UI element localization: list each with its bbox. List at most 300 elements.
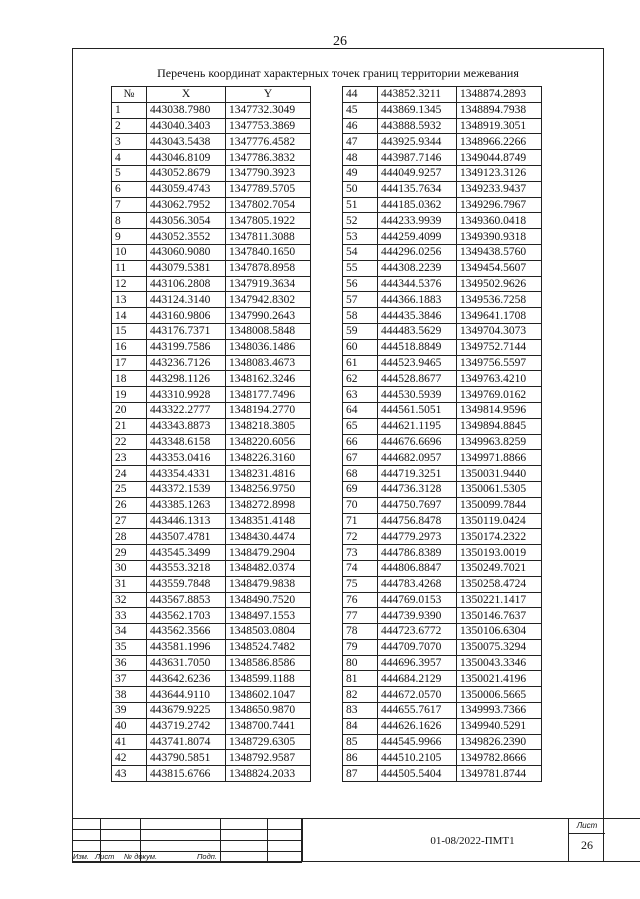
- coord-y: 1348479.9838: [226, 576, 311, 592]
- coord-y: 1348083.4673: [226, 355, 311, 371]
- table-row: [112, 529, 311, 545]
- point-number: 65: [343, 418, 378, 434]
- coord-x: 443545.3499: [147, 545, 226, 561]
- coord-y: 1348482.0374: [226, 560, 311, 576]
- point-number: 10: [112, 244, 147, 260]
- coord-y: 1347840.1650: [226, 244, 311, 260]
- table-row: [112, 481, 311, 497]
- point-number: 43: [112, 766, 147, 782]
- coord-y: 1350174.2322: [457, 529, 542, 545]
- coord-y: 1350043.3346: [457, 655, 542, 671]
- coord-x: 443059.4743: [147, 181, 226, 197]
- coord-x: 444233.9939: [378, 213, 457, 229]
- table-row: [112, 165, 311, 181]
- coord-y: 1348497.1553: [226, 608, 311, 624]
- table-row: [343, 671, 542, 687]
- table-row: [343, 687, 542, 703]
- table-row: [112, 718, 311, 734]
- coord-y: 1348218.3805: [226, 418, 311, 434]
- point-number: 46: [343, 118, 378, 134]
- table-row: [343, 734, 542, 750]
- coord-x: 443815.6766: [147, 766, 226, 782]
- point-number: 47: [343, 134, 378, 150]
- table-row: [112, 545, 311, 561]
- table-row: [343, 655, 542, 671]
- coord-x: 443160.9806: [147, 308, 226, 324]
- point-number: 48: [343, 150, 378, 166]
- coord-y: 1348231.4816: [226, 466, 311, 482]
- point-number: 71: [343, 513, 378, 529]
- coord-y: 1350006.5665: [457, 687, 542, 703]
- table-row: [343, 703, 542, 719]
- coord-y: 1348599.1188: [226, 671, 311, 687]
- coord-x: 443567.8853: [147, 592, 226, 608]
- coord-y: 1347990.2643: [226, 308, 311, 324]
- table-row: [343, 624, 542, 640]
- point-number: 55: [343, 260, 378, 276]
- point-number: 28: [112, 529, 147, 545]
- point-number: 6: [112, 181, 147, 197]
- coord-x: 443176.7371: [147, 323, 226, 339]
- coord-y: 1347790.3923: [226, 165, 311, 181]
- coord-y: 1350221.1417: [457, 592, 542, 608]
- table-row: [112, 450, 311, 466]
- coord-x: 444684.2129: [378, 671, 457, 687]
- coord-y: 1349641.1708: [457, 308, 542, 324]
- table-row: [343, 750, 542, 766]
- document-code: 01-08/2022-ПМТ1: [302, 818, 640, 862]
- table-row: [112, 181, 311, 197]
- point-number: 45: [343, 102, 378, 118]
- table-row: [112, 750, 311, 766]
- point-number: 13: [112, 292, 147, 308]
- table-row: [112, 671, 311, 687]
- table-row: [112, 402, 311, 418]
- coord-y: 1348036.1486: [226, 339, 311, 355]
- point-number: 76: [343, 592, 378, 608]
- point-number: 77: [343, 608, 378, 624]
- table-row: [112, 592, 311, 608]
- table-row: [343, 371, 542, 387]
- coord-x: 444786.8389: [378, 545, 457, 561]
- table-row: [112, 766, 311, 782]
- coord-x: 444783.4268: [378, 576, 457, 592]
- coord-y: 1348503.0804: [226, 624, 311, 640]
- table-row: [112, 687, 311, 703]
- point-number: 56: [343, 276, 378, 292]
- table-row: [343, 229, 542, 245]
- coord-y: 1347802.7054: [226, 197, 311, 213]
- point-number: 41: [112, 734, 147, 750]
- table-row: [112, 134, 311, 150]
- table-row: [343, 260, 542, 276]
- coord-y: 1350021.4196: [457, 671, 542, 687]
- header-y: Y: [226, 87, 311, 103]
- coord-y: 1348792.9587: [226, 750, 311, 766]
- coord-x: 444296.0256: [378, 244, 457, 260]
- table-row: [343, 323, 542, 339]
- coord-x: 443790.5851: [147, 750, 226, 766]
- table-row: [112, 260, 311, 276]
- coord-x: 443559.7848: [147, 576, 226, 592]
- point-number: 73: [343, 545, 378, 561]
- coord-y: 1350258.4724: [457, 576, 542, 592]
- coord-x: 443343.8873: [147, 418, 226, 434]
- table-row: [343, 529, 542, 545]
- table-row: [112, 608, 311, 624]
- point-number: 27: [112, 513, 147, 529]
- point-number: 24: [112, 466, 147, 482]
- table-row: [112, 513, 311, 529]
- coord-x: 444723.6772: [378, 624, 457, 640]
- coord-y: 1349781.8744: [457, 766, 542, 782]
- table-row: [112, 213, 311, 229]
- table-row: [112, 576, 311, 592]
- coord-x: 444736.3128: [378, 481, 457, 497]
- page-number: 26: [333, 34, 347, 49]
- coord-x: 444672.0570: [378, 687, 457, 703]
- coord-x: 444655.7617: [378, 703, 457, 719]
- coord-y: 1348256.9750: [226, 481, 311, 497]
- table-row: [343, 718, 542, 734]
- point-number: 79: [343, 639, 378, 655]
- table-row: [112, 118, 311, 134]
- coord-y: 1347786.3832: [226, 150, 311, 166]
- coord-x: 443062.7952: [147, 197, 226, 213]
- coord-y: 1348177.7496: [226, 387, 311, 403]
- coord-y: 1348650.9870: [226, 703, 311, 719]
- point-number: 20: [112, 402, 147, 418]
- point-number: 25: [112, 481, 147, 497]
- coord-y: 1348194.2770: [226, 402, 311, 418]
- point-number: 78: [343, 624, 378, 640]
- point-number: 87: [343, 766, 378, 782]
- point-number: 5: [112, 165, 147, 181]
- table-row: [112, 703, 311, 719]
- coord-y: 1349940.5291: [457, 718, 542, 734]
- coord-y: 1349756.5597: [457, 355, 542, 371]
- point-number: 54: [343, 244, 378, 260]
- table-row: [112, 308, 311, 324]
- coord-x: 444750.7697: [378, 497, 457, 513]
- coord-y: 1350031.9440: [457, 466, 542, 482]
- point-number: 59: [343, 323, 378, 339]
- table-row: [112, 434, 311, 450]
- coord-y: 1347776.4582: [226, 134, 311, 150]
- coord-x: 444049.9257: [378, 165, 457, 181]
- sheet-label: Лист: [569, 820, 605, 834]
- coord-x: 444806.8847: [378, 560, 457, 576]
- coord-x: 443353.0416: [147, 450, 226, 466]
- table-row: [112, 639, 311, 655]
- point-number: 74: [343, 560, 378, 576]
- coord-y: 1349704.3073: [457, 323, 542, 339]
- table-row: [112, 466, 311, 482]
- coord-y: 1349993.7366: [457, 703, 542, 719]
- table-row: [112, 355, 311, 371]
- table-row: [112, 323, 311, 339]
- point-number: 42: [112, 750, 147, 766]
- coord-y: 1348272.8998: [226, 497, 311, 513]
- revision-labels: [72, 852, 302, 862]
- coord-y: 1350193.0019: [457, 545, 542, 561]
- coord-y: 1347942.8302: [226, 292, 311, 308]
- coord-x: 444769.0153: [378, 592, 457, 608]
- header-number: №: [112, 87, 147, 103]
- coord-x: 444739.9390: [378, 608, 457, 624]
- table-row: [343, 481, 542, 497]
- point-number: 17: [112, 355, 147, 371]
- coord-y: 1349752.7144: [457, 339, 542, 355]
- coord-y: 1349814.9596: [457, 402, 542, 418]
- coordinates-table-left: [111, 86, 311, 782]
- point-number: 50: [343, 181, 378, 197]
- table-row: [112, 497, 311, 513]
- coord-y: 1348351.4148: [226, 513, 311, 529]
- table-row: [343, 450, 542, 466]
- coord-x: 443052.8679: [147, 165, 226, 181]
- table-row: [343, 466, 542, 482]
- point-number: 2: [112, 118, 147, 134]
- point-number: 57: [343, 292, 378, 308]
- coord-x: 443507.4781: [147, 529, 226, 545]
- coord-y: 1349971.8866: [457, 450, 542, 466]
- table-row: [343, 497, 542, 513]
- coord-x: 443631.7050: [147, 655, 226, 671]
- point-number: 53: [343, 229, 378, 245]
- point-number: 29: [112, 545, 147, 561]
- coord-y: 1348919.3051: [457, 118, 542, 134]
- table-row: [343, 576, 542, 592]
- coord-y: 1350146.7637: [457, 608, 542, 624]
- coord-x: 443348.6158: [147, 434, 226, 450]
- point-number: 33: [112, 608, 147, 624]
- coord-y: 1349438.5760: [457, 244, 542, 260]
- coord-y: 1348162.3246: [226, 371, 311, 387]
- coord-x: 443052.3552: [147, 229, 226, 245]
- coord-y: 1349360.0418: [457, 213, 542, 229]
- coord-y: 1349894.8845: [457, 418, 542, 434]
- coord-x: 443869.1345: [378, 102, 457, 118]
- point-number: 15: [112, 323, 147, 339]
- table-row: [343, 560, 542, 576]
- coord-y: 1349963.8259: [457, 434, 542, 450]
- table-row: [343, 402, 542, 418]
- table-row: [343, 292, 542, 308]
- point-number: 66: [343, 434, 378, 450]
- point-number: 21: [112, 418, 147, 434]
- coord-x: 444528.8677: [378, 371, 457, 387]
- point-number: 11: [112, 260, 147, 276]
- coord-y: 1350249.7021: [457, 560, 542, 576]
- coord-x: 443106.2808: [147, 276, 226, 292]
- coord-y: 1349763.4210: [457, 371, 542, 387]
- table-row: [112, 560, 311, 576]
- sheet-box: [568, 818, 604, 862]
- table-row: [112, 102, 311, 118]
- coord-y: 1348524.7482: [226, 639, 311, 655]
- point-number: 68: [343, 466, 378, 482]
- table-row: [343, 165, 542, 181]
- point-number: 58: [343, 308, 378, 324]
- coord-y: 1348008.5848: [226, 323, 311, 339]
- table-row: [343, 244, 542, 260]
- table-row: [112, 371, 311, 387]
- point-number: 75: [343, 576, 378, 592]
- coord-x: 443642.6236: [147, 671, 226, 687]
- point-number: 32: [112, 592, 147, 608]
- point-number: 26: [112, 497, 147, 513]
- coord-x: 444366.1883: [378, 292, 457, 308]
- point-number: 84: [343, 718, 378, 734]
- label-doc-number: № докум.: [124, 852, 158, 861]
- point-number: 62: [343, 371, 378, 387]
- table-row: [343, 87, 542, 103]
- coord-x: 443888.5932: [378, 118, 457, 134]
- coord-x: 443124.3140: [147, 292, 226, 308]
- coord-y: 1349044.8749: [457, 150, 542, 166]
- coord-y: 1349826.2390: [457, 734, 542, 750]
- point-number: 19: [112, 387, 147, 403]
- point-number: 52: [343, 213, 378, 229]
- table-row: [343, 592, 542, 608]
- point-number: 86: [343, 750, 378, 766]
- table-row: [112, 150, 311, 166]
- coord-x: 443079.5381: [147, 260, 226, 276]
- coord-x: 443644.9110: [147, 687, 226, 703]
- table-row: [343, 213, 542, 229]
- coord-y: 1349123.3126: [457, 165, 542, 181]
- point-number: 69: [343, 481, 378, 497]
- coord-y: 1350061.5305: [457, 481, 542, 497]
- point-number: 3: [112, 134, 147, 150]
- coord-x: 443354.4331: [147, 466, 226, 482]
- coord-y: 1347878.8958: [226, 260, 311, 276]
- coord-x: 444756.8478: [378, 513, 457, 529]
- table-row: [343, 197, 542, 213]
- table-row: [112, 624, 311, 640]
- table-row: [112, 276, 311, 292]
- table-row: [343, 308, 542, 324]
- coord-x: 444523.9465: [378, 355, 457, 371]
- coord-y: 1350106.6304: [457, 624, 542, 640]
- table-row: [343, 150, 542, 166]
- point-number: 70: [343, 497, 378, 513]
- coord-x: 444135.7634: [378, 181, 457, 197]
- table-row: [343, 339, 542, 355]
- coord-x: 444561.5051: [378, 402, 457, 418]
- coord-x: 443741.8074: [147, 734, 226, 750]
- point-number: 44: [343, 87, 378, 103]
- coord-x: 443581.1996: [147, 639, 226, 655]
- coord-x: 443298.1126: [147, 371, 226, 387]
- coord-y: 1348894.7938: [457, 102, 542, 118]
- point-number: 23: [112, 450, 147, 466]
- coord-x: 443719.2742: [147, 718, 226, 734]
- point-number: 9: [112, 229, 147, 245]
- table-row: [343, 134, 542, 150]
- point-number: 67: [343, 450, 378, 466]
- coord-y: 1350119.0424: [457, 513, 542, 529]
- coord-x: 444621.1195: [378, 418, 457, 434]
- label-signature: Подп.: [197, 852, 217, 861]
- coord-y: 1348490.7520: [226, 592, 311, 608]
- coord-x: 443852.3211: [378, 87, 457, 103]
- coord-x: 443060.9080: [147, 244, 226, 260]
- point-number: 39: [112, 703, 147, 719]
- coord-x: 444626.1626: [378, 718, 457, 734]
- coord-y: 1348966.2266: [457, 134, 542, 150]
- coord-x: 443925.9344: [378, 134, 457, 150]
- point-number: 1: [112, 102, 147, 118]
- coord-x: 443562.3566: [147, 624, 226, 640]
- coord-x: 443987.7146: [378, 150, 457, 166]
- table-row: [112, 292, 311, 308]
- coord-x: 443040.3403: [147, 118, 226, 134]
- coord-x: 443199.7586: [147, 339, 226, 355]
- coord-x: 444518.8849: [378, 339, 457, 355]
- coord-y: 1349390.9318: [457, 229, 542, 245]
- point-number: 35: [112, 639, 147, 655]
- coord-x: 443310.9928: [147, 387, 226, 403]
- coord-y: 1348700.7441: [226, 718, 311, 734]
- point-number: 22: [112, 434, 147, 450]
- coord-y: 1347811.3088: [226, 229, 311, 245]
- coord-x: 444505.5404: [378, 766, 457, 782]
- coord-y: 1349502.9626: [457, 276, 542, 292]
- point-number: 60: [343, 339, 378, 355]
- coord-y: 1348874.2893: [457, 87, 542, 103]
- coord-y: 1349769.0162: [457, 387, 542, 403]
- coord-y: 1348824.2033: [226, 766, 311, 782]
- table-row: [112, 197, 311, 213]
- coord-y: 1350099.7844: [457, 497, 542, 513]
- coord-x: 443038.7980: [147, 102, 226, 118]
- point-number: 61: [343, 355, 378, 371]
- coord-x: 443236.7126: [147, 355, 226, 371]
- coord-x: 444709.7070: [378, 639, 457, 655]
- table-row: [343, 276, 542, 292]
- point-number: 34: [112, 624, 147, 640]
- table-row: [343, 513, 542, 529]
- point-number: 36: [112, 655, 147, 671]
- table-row: [112, 734, 311, 750]
- coord-x: 443385.1263: [147, 497, 226, 513]
- coord-x: 444696.3957: [378, 655, 457, 671]
- point-number: 83: [343, 703, 378, 719]
- coord-y: 1349782.8666: [457, 750, 542, 766]
- coordinates-table-right: [342, 86, 542, 782]
- coord-x: 444435.3846: [378, 308, 457, 324]
- table-row: [343, 181, 542, 197]
- point-number: 4: [112, 150, 147, 166]
- point-number: 40: [112, 718, 147, 734]
- table-row: [343, 639, 542, 655]
- table-row: [343, 118, 542, 134]
- label-change: Изм.: [73, 852, 89, 861]
- point-number: 30: [112, 560, 147, 576]
- table-row: [112, 387, 311, 403]
- coord-x: 444682.0957: [378, 450, 457, 466]
- table-row: [343, 387, 542, 403]
- point-number: 64: [343, 402, 378, 418]
- coord-x: 444483.5629: [378, 323, 457, 339]
- coord-x: 444259.4099: [378, 229, 457, 245]
- table-row: [112, 655, 311, 671]
- point-number: 63: [343, 387, 378, 403]
- sheet-number: 26: [581, 838, 593, 852]
- coord-y: 1348602.1047: [226, 687, 311, 703]
